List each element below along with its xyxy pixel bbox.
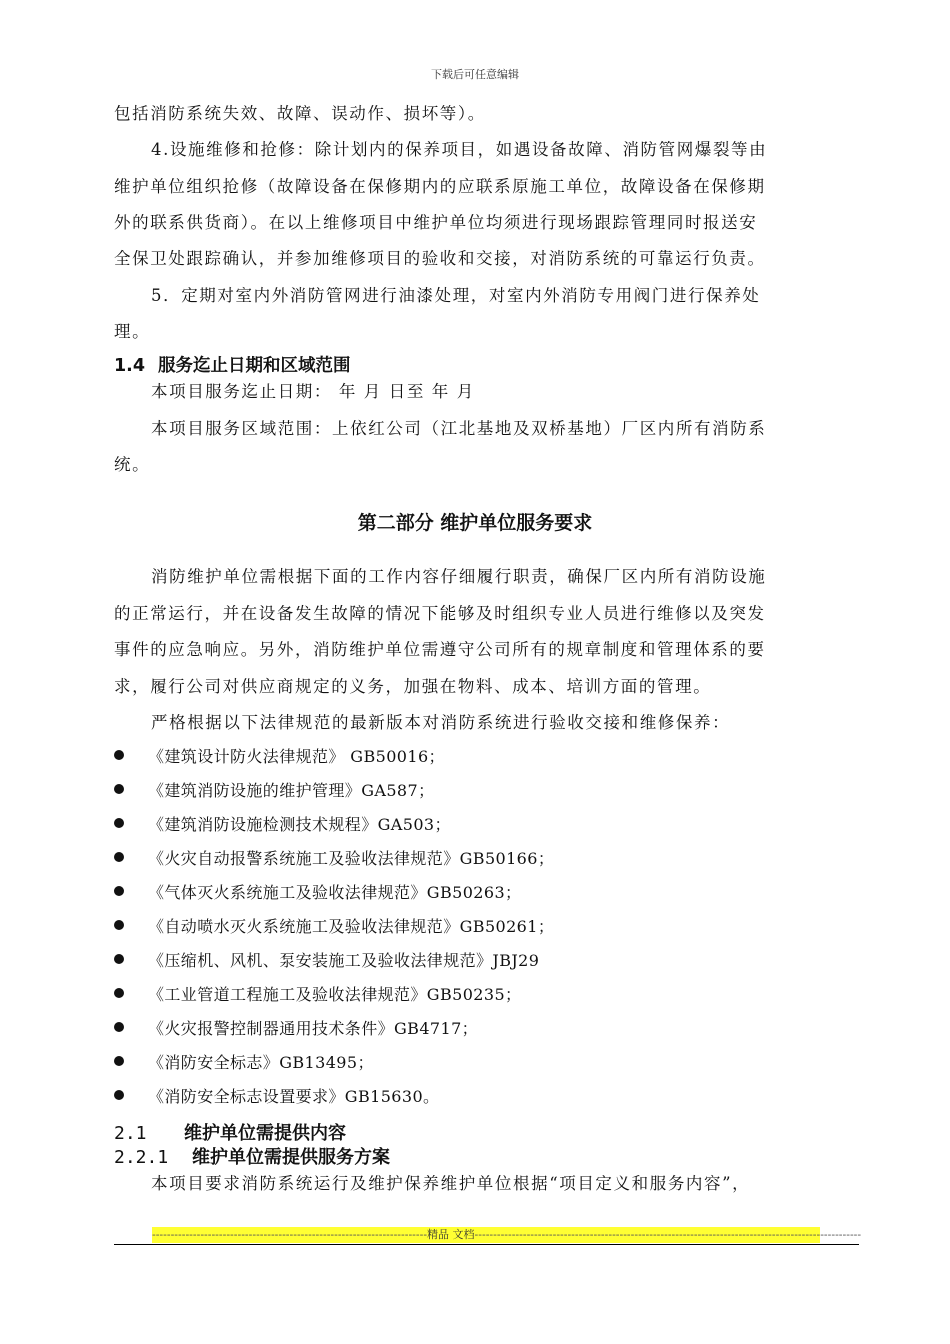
body-line: 4.设施维修和抢修：除计划内的保养项目，如遇设备故障、消防管网爆裂等由 xyxy=(151,140,768,159)
list-item: 《建筑消防设施的维护管理》GA587； xyxy=(114,778,434,801)
footer-watermark: --------------------------------------------------------------------------精品 文档-------------------------------------------------------------------------------------------------------- xyxy=(152,1228,862,1241)
body-line: 的正常运行，并在设备发生故障的情况下能够及时组织专业人员进行维修以及突发 xyxy=(114,604,766,623)
list-item: 《建筑消防设施检测技术规程》GA503； xyxy=(114,812,451,835)
section-heading-2-1: 2.1 维护单位需提供内容 xyxy=(114,1123,346,1144)
bullet-icon xyxy=(114,988,124,998)
list-item: 《消防安全标志》GB13495； xyxy=(114,1050,374,1073)
body-line: 包括消防系统失效、故障、误动作、损坏等）。 xyxy=(114,104,486,123)
list-item: 《火灾自动报警系统施工及验收法律规范》GB50166； xyxy=(114,846,554,869)
page-header-note: 下载后可任意编辑 xyxy=(431,68,519,81)
body-line: 消防维护单位需根据下面的工作内容仔细履行职责，确保厂区内所有消防设施 xyxy=(151,567,767,586)
bullet-icon xyxy=(114,1022,124,1032)
body-line: 求，履行公司对供应商规定的义务，加强在物料、成本、培训方面的管理。 xyxy=(114,677,712,696)
list-item: 《消防安全标志设置要求》GB15630。 xyxy=(114,1084,439,1107)
bullet-icon xyxy=(114,954,124,964)
list-item: 《工业管道工程施工及验收法律规范》GB50235； xyxy=(114,982,521,1005)
list-item: 《压缩机、风机、泵安装施工及验收法律规范》JBJ29 xyxy=(114,948,539,971)
section-heading-1-4 xyxy=(114,352,351,377)
body-line: 本项目要求消防系统运行及维护保养维护单位根据“项目定义和服务内容”， xyxy=(151,1174,751,1193)
body-line: 本项目服务迄止日期： 年 月 日至 年 月 xyxy=(151,382,475,401)
bullet-icon xyxy=(114,1090,124,1100)
bullet-icon xyxy=(114,1056,124,1066)
footer-text: 精品 文档 xyxy=(427,1228,475,1241)
section-title: 服务迄止日期和区域范围 xyxy=(158,356,351,376)
section-heading-2-2-1: 2.2.1 维护单位需提供服务方案 xyxy=(114,1147,390,1168)
list-item: 《火灾报警控制器通用技术条件》GB4717； xyxy=(114,1016,478,1039)
bullet-icon xyxy=(114,784,124,794)
body-line: 统。 xyxy=(114,455,151,474)
body-line: 严格根据以下法律规范的最新版本对消防系统进行验收交接和维修保养： xyxy=(151,713,731,732)
body-line: 外的联系供货商）。在以上维修项目中维护单位均须进行现场跟踪管理同时报送安 xyxy=(114,213,758,232)
bullet-icon xyxy=(114,818,124,828)
part-two-title: 第二部分 维护单位服务要求 xyxy=(357,512,593,534)
bullet-icon xyxy=(114,852,124,862)
bullet-icon xyxy=(114,886,124,896)
bullet-icon xyxy=(114,920,124,930)
section-number: 1.4 xyxy=(114,356,146,376)
body-line: 本项目服务区域范围：上依红公司（江北基地及双桥基地）厂区内所有消防系 xyxy=(151,419,767,438)
footer-divider xyxy=(114,1244,859,1245)
bullet-icon xyxy=(114,750,124,760)
list-item: 《建筑设计防火法律规范》 GB50016； xyxy=(114,744,445,767)
body-line: 事件的应急响应。另外，消防维护单位需遵守公司所有的规章制度和管理体系的要 xyxy=(114,640,766,659)
body-line: 5．定期对室内外消防管网进行油漆处理，对室内外消防专用阀门进行保养处 xyxy=(151,286,761,305)
body-line: 理。 xyxy=(114,322,151,341)
body-line: 全保卫处跟踪确认，并参加维修项目的验收和交接，对消防系统的可靠运行负责。 xyxy=(114,249,766,268)
list-item: 《气体灭火系统施工及验收法律规范》GB50263； xyxy=(114,880,521,903)
list-item: 《自动喷水灭火系统施工及验收法律规范》GB50261； xyxy=(114,914,554,937)
body-line: 维护单位组织抢修（故障设备在保修期内的应联系原施工单位，故障设备在保修期 xyxy=(114,177,766,196)
